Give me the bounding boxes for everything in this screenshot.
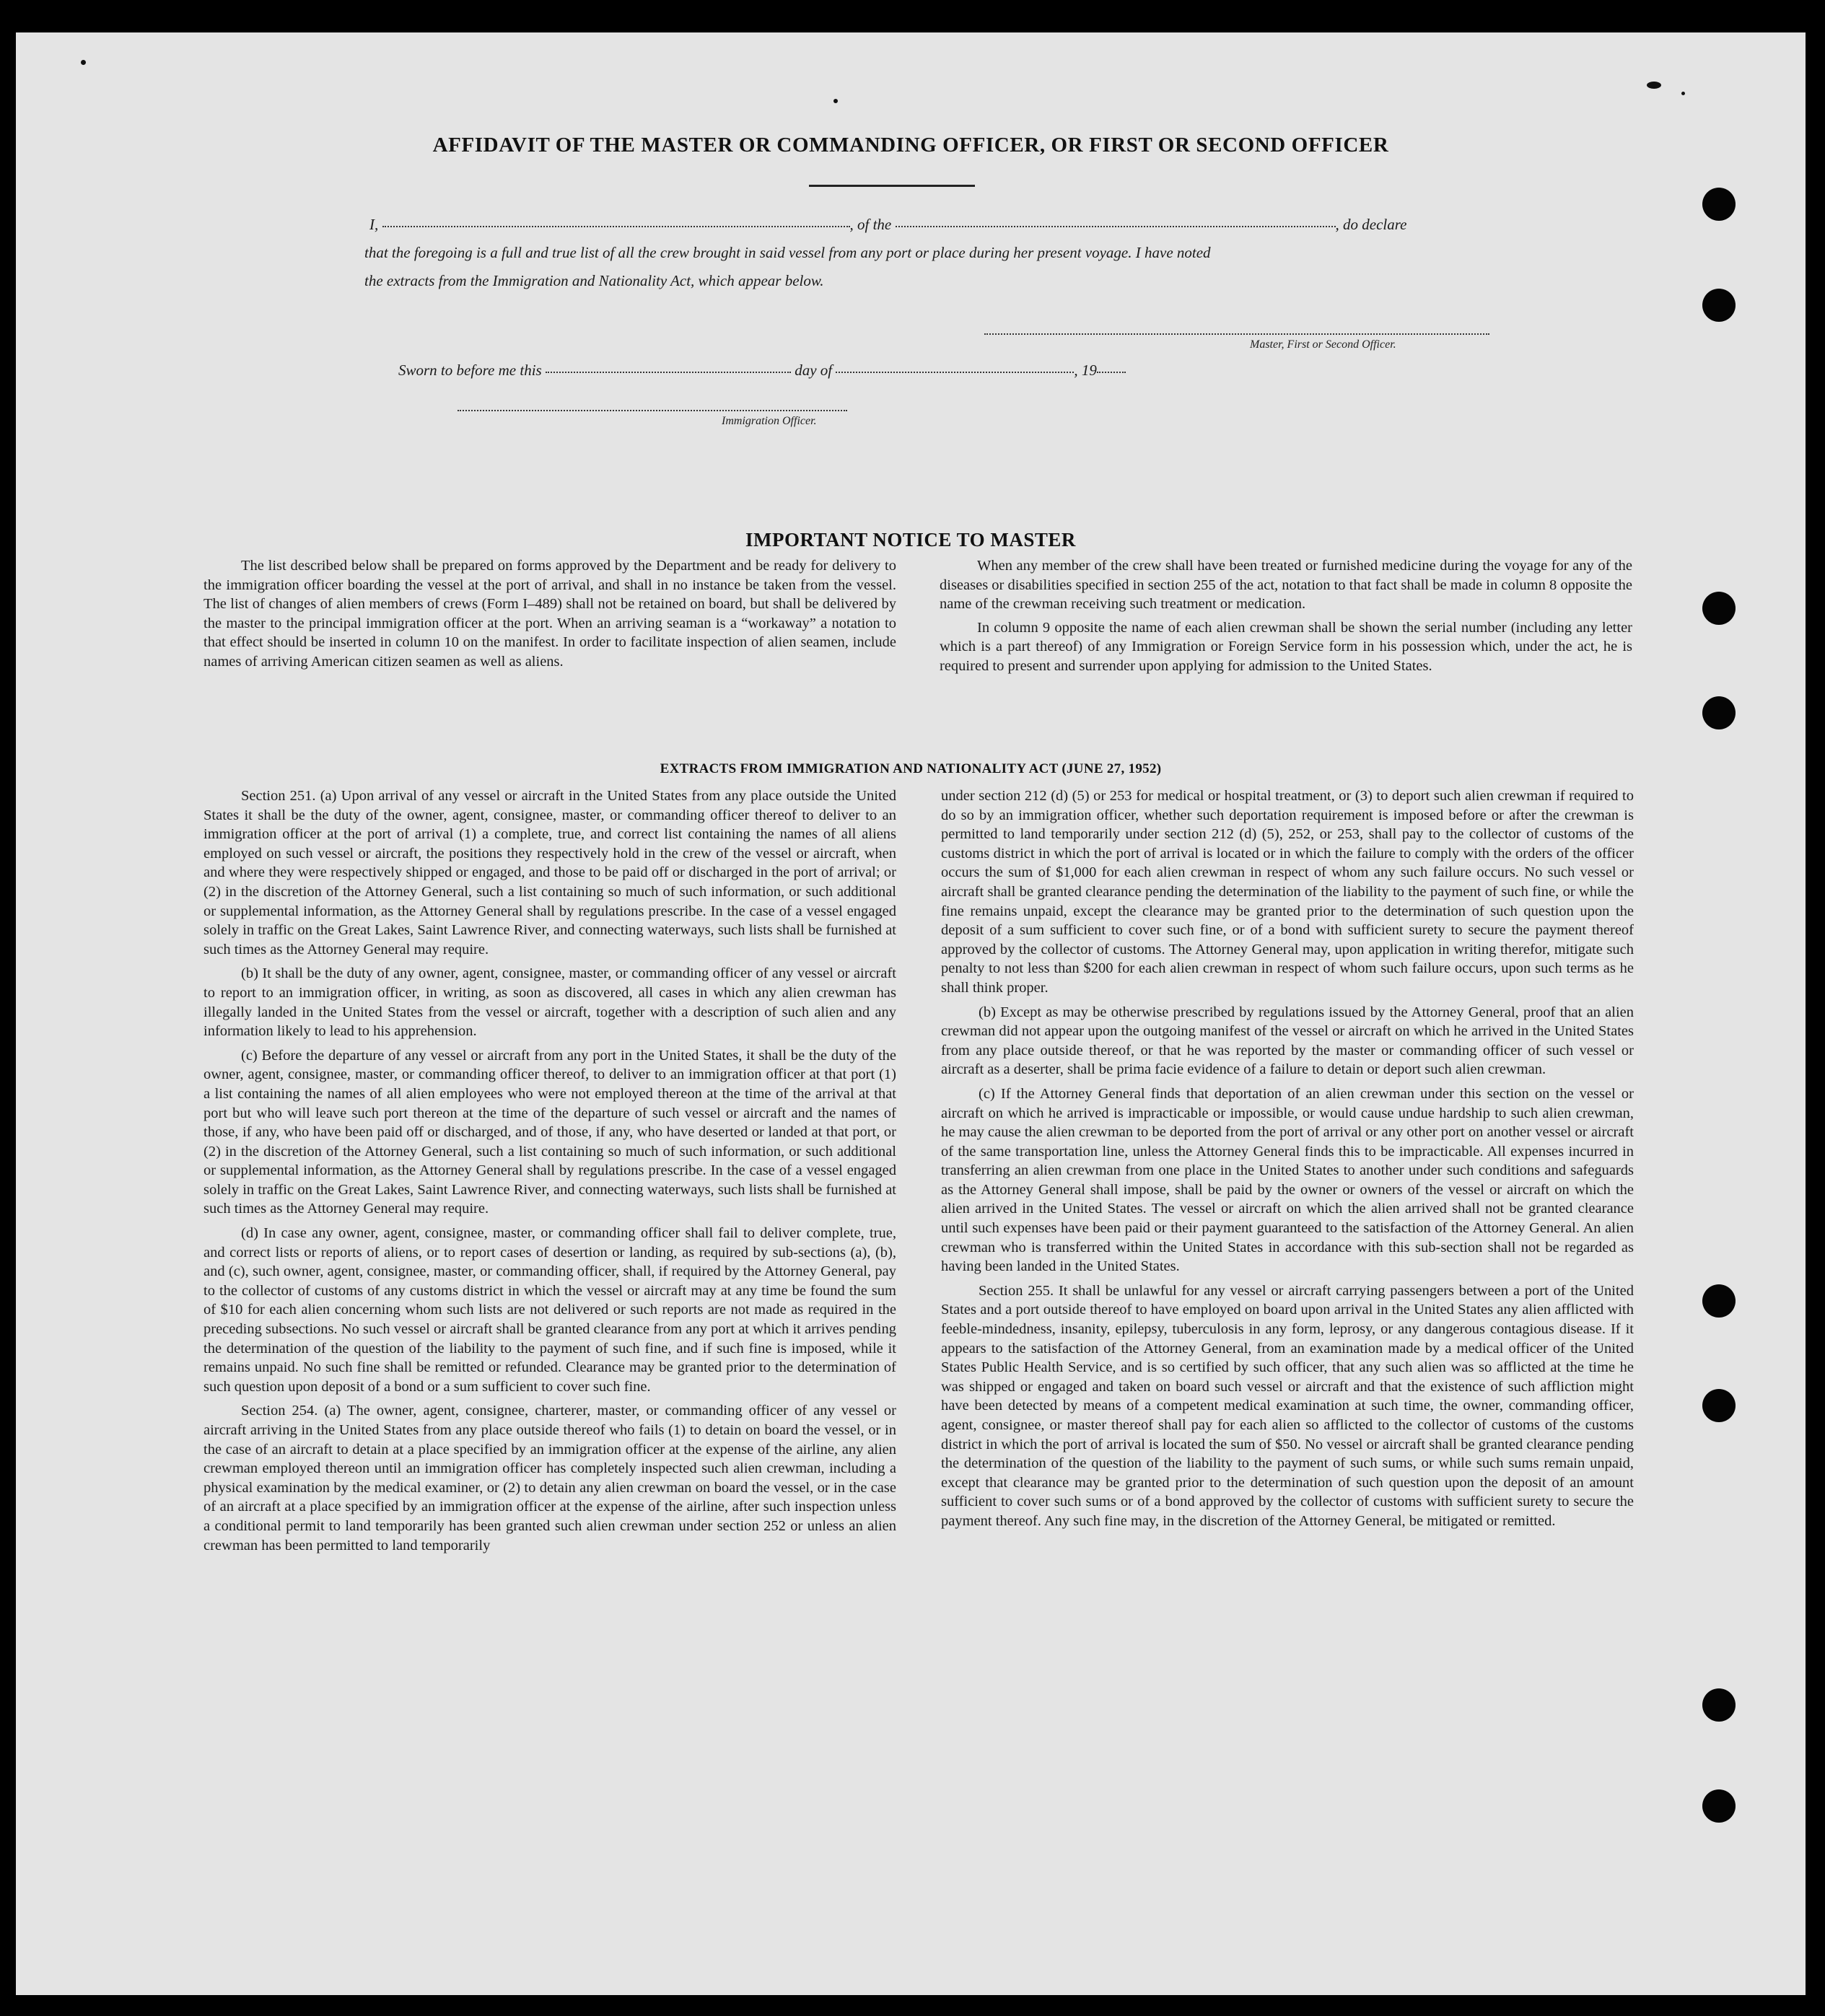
notice-right-column (940, 556, 1632, 680)
declarant-prefix: I, (369, 216, 379, 233)
punch-hole (1702, 1389, 1736, 1422)
declaration-line-2: that the foregoing is a full and true list of all the crew brought in said vessel from any port or place during her present voyage. I have noted (364, 244, 1211, 261)
notice-right-paragraph-2: In column 9 opposite the name of each alien crewman shall be shown the serial number (including any letter which is a part thereof) of any Immigration or Foreign Service form in his possession which, under the act, he is required to present and surrender upon applying for admission to the United States. (940, 619, 1632, 674)
extracts-left-column (203, 786, 896, 1560)
year-label: , 19 (1074, 361, 1097, 379)
day-of-label: day of (795, 361, 833, 379)
section-251-d: (d) In case any owner, agent, consignee, master, or commanding officer shall fail to deliver complete, true, and correct lists or reports of aliens, or to report cases of desertion or landing, as required by sub-sections (a), (b), and (c), such owner, agent, consignee, master, or commanding officer, shall, if required by the Attorney General, pay to the collector of customs of any customs district in which the vessel or aircraft may at any time be found the sum of $10 for each alien concerning whom such lists are not delivered or such reports are not made as required in the preceding subsections. No such vessel or aircraft shall be granted clearance from any port at which it arrives pending the determination of the question of the liability to the payment of such fine, and if such fine is imposed, while it remains unpaid. No such fine shall be remitted or refunded. Clearance may be granted prior to the determination of such question upon deposit of a bond or a sum sufficient to cover such fine. (203, 1225, 896, 1395)
scan-speck (833, 99, 838, 103)
declare-label: , do declare (1335, 216, 1407, 233)
sworn-day-field[interactable] (546, 371, 791, 373)
punch-hole (1702, 696, 1736, 729)
sworn-year-field[interactable] (1097, 371, 1126, 373)
title-rule (809, 185, 975, 187)
punch-hole (1702, 1284, 1736, 1318)
immigration-officer-signature-line[interactable] (458, 410, 847, 411)
section-254-a-continued: under section 212 (d) (5) or 253 for medical or hospital treatment, or (3) to deport such alien crewman if required to do so by an immigration officer, whether such deportation requirement is imposed before or after the crewman is permitted to land temporarily under section 212 (d) (5), 252, or 253, shall pay to the collector of customs of the customs district in which the port of arrival is located or in which the failure to comply with the orders of the officer occurs the sum of $1,000 for each alien crewman in respect of whom any such failure occurs. No such vessel or aircraft shall be granted clearance pending the determination of the liability to the payment of such fine, or while the fine remains unpaid, except the clearance may be granted prior to the determination of such question upon the deposit of a sum sufficient to cover such fine, or of a bond with sufficient surety to secure the payment thereof approved by the collector of customs. The Attorney General may, upon application in writing therefor, mitigate such penalty to not less than $200 for each alien crewman in respect of whom such failure occurs, upon such terms as he shall think proper. (941, 788, 1634, 996)
notice-right-paragraph-1: When any member of the crew shall have been treated or furnished medicine during the voyage for any of the diseases or disabilities specified in section 255 of the act, notation to that fact shall be made in column 8 opposite the name of the crewman receiving such treatment or medication. (940, 558, 1632, 613)
punch-hole (1702, 188, 1736, 221)
section-251-a: Section 251. (a) Upon arrival of any vessel or aircraft in the United States from any place outside the United States it shall be the duty of the owner, agent, consignee, master, or commanding officer thereof to deliver to an immigration officer at the port of arrival (1) a complete, true, and correct list containing the names of all aliens employed on such vessel or aircraft, the positions they respectively hold in the crew of the vessel or aircraft, when and where they were respectively shipped or engaged, and those to be paid off or discharged in the port of arrival; or (2) in the discretion of the Attorney General, such a list containing so much of such information, or such additional or supplemental information, as the Attorney General shall by regulations prescribe. In the case of a vessel engaged solely in traffic on the Great Lakes, Saint Lawrence River, and connecting waterways, such lists shall be furnished at such times as the Attorney General may require. (203, 788, 896, 957)
vessel-name-field[interactable] (896, 225, 1336, 227)
declarant-name-field[interactable] (382, 225, 850, 227)
section-251-b: (b) It shall be the duty of any owner, agent, consignee, master, or commanding officer of any vessel or aircraft to report to an immigration officer, in writing, as soon as discovered, all cases in which any alien crewman has illegally landed in the United States from the vessel or aircraft, together with a description of such alien and any information likely to lead to his apprehension. (203, 965, 896, 1040)
punch-hole (1702, 1789, 1736, 1823)
section-255: Section 255. It shall be unlawful for any vessel or aircraft carrying passengers between a port of the United States and a port outside thereof to have employed on board upon arrival in the United States any alien afflicted with feeble-mindedness, insanity, epilepsy, tuberculosis in any form, leprosy, or any dangerous contagious disease. If it appears to the satisfaction of the Attorney General, from an examination made by a medical officer of the United States Public Health Service, and is so certified by such officer, that any such alien was so afflicted at the time he was shipped or engaged and taken on board such vessel or aircraft and that the existence of such affliction might have been detected by means of a competent medical examination at such time, the owner, commanding officer, agent, consignee, or master thereof shall pay for each alien so afflicted to the collector of customs of the customs district in which the port of arrival is located the sum of $50. No vessel or aircraft shall be granted clearance pending the determination of the question of the liability to the payment of such sums, or while such sums remain unpaid, except that clearance may be granted prior to the determination of such question upon the deposit of an amount sufficient to cover such sums or of a bond approved by the collector of customs with sufficient surety to secure the payment thereof. Any such fine may, in the discretion of the Attorney General, be mitigated or remitted. (941, 1282, 1634, 1529)
master-caption: Master, First or Second Officer. (1250, 338, 1396, 351)
affidavit-title: AFFIDAVIT OF THE MASTER OR COMMANDING OFFICER, OR FIRST OR SECOND OFFICER (432, 133, 1389, 157)
extracts-right-column (941, 786, 1634, 1536)
scan-speck (81, 60, 86, 65)
section-254-a: Section 254. (a) The owner, agent, consignee, charterer, master, or commanding officer of any vessel or aircraft arriving in the United States from any place outside thereof who fails (1) to detain on board the vessel, or in the case of an aircraft to detain at a place specified by an immigration officer at the expense of the airline, any alien crewman employed thereon until an immigration officer has completely inspected such alien crewman, including a physical examination by the medical examiner, or (2) to detain any alien crewman on board the vessel, or in the case of an aircraft at a place specified by an immigration officer at the expense of the airline, after such inspection unless a conditional permit to land temporarily has been granted such alien crewman under section 252 or unless an alien crewman has been permitted to land temporarily (203, 1403, 896, 1553)
sworn-line (398, 361, 1126, 380)
punch-hole (1702, 1688, 1736, 1722)
notice-left-paragraph: The list described below shall be prepared on forms approved by the Department and be ready for delivery to the immigration officer boarding the vessel at the port of arrival, and shall in no instance be taken from the vessel. The list of changes of alien members of crews (Form I–489) shall not be retained on board, but shall be delivered by the master to the principal immigration officer at the port. When an arriving seaman is a “workaway” a notation to that effect should be inserted in column 10 on the manifest. In order to facilitate inspection of alien seamen, include names of arriving American citizen seamen as well as aliens. (203, 558, 896, 670)
sworn-prefix: Sworn to before me this (398, 361, 542, 379)
immigration-officer-caption: Immigration Officer. (722, 415, 817, 427)
declaration-line-1 (369, 216, 1406, 234)
extracts-title: EXTRACTS FROM IMMIGRATION AND NATIONALITY ACT (JUNE 27, 1952) (660, 761, 1162, 776)
master-signature-line[interactable] (984, 333, 1489, 335)
section-251-c: (c) Before the departure of any vessel or aircraft from any port in the United States, it shall be the duty of the owner, agent, consignee, master, or commanding officer thereof, to deliver to an immigration officer at that port (1) a list containing the names of all alien employees who were not employed thereon at the time of the arrival at that port but who will leave such port thereon at the time of the departure of such vessel or aircraft and the names of those, if any, who have been paid off or discharged, and of those, if any, who have deserted or landed at that port, or (2) in the discretion of the Attorney General, such a list containing so much of such information, or such additional or supplemental information, as the Attorney General shall by regulations prescribe. In the case of a vessel engaged solely in traffic on the Great Lakes, Saint Lawrence River, and connecting waterways, such lists shall be furnished at such times as the Attorney General may require. (203, 1047, 896, 1217)
declaration-line-3: the extracts from the Immigration and Nationality Act, which appear below. (364, 272, 824, 289)
section-254-b: (b) Except as may be otherwise prescribed by regulations issued by the Attorney General, proof that an alien crewman did not appear upon the outgoing manifest of the vessel or aircraft on which he arrived in the United States from any place outside thereof, or that he was reported by the master or commanding officer of such vessel or aircraft as a deserter, shall be prima facie evidence of a failure to detain or deport such alien crewman. (941, 1004, 1634, 1078)
document-page (16, 32, 1806, 1995)
notice-title: IMPORTANT NOTICE TO MASTER (745, 529, 1076, 551)
punch-hole (1702, 289, 1736, 322)
notice-left-column (203, 556, 896, 677)
scan-speck (1647, 82, 1661, 89)
of-the-label: , of the (849, 216, 892, 233)
punch-hole (1702, 592, 1736, 625)
sworn-month-field[interactable] (836, 371, 1074, 373)
scan-speck (1681, 92, 1685, 95)
section-254-c: (c) If the Attorney General finds that deportation of an alien crewman under this section on the vessel or aircraft on which he arrived is impracticable or impossible, or would cause undue hardship to such alien crewman, he may cause the alien crewman to be deported from the port of arrival or any other port on another vessel or aircraft of the same transportation line, unless the Attorney General finds this to be impracticable. All expenses incurred in transferring an alien crewman from one place in the United States to another under such conditions and safeguards as the Attorney General shall impose, shall be paid by the owner or owners of the vessel or aircraft on which the alien arrived in the United States. The vessel or aircraft on which the alien arrived shall not be granted clearance until such expenses have been paid or their payment guaranteed to the satisfaction of the Attorney General. An alien crewman who is transferred within the United States in accordance with this sub-section shall not be regarded as having been landed in the United States. (941, 1085, 1634, 1275)
